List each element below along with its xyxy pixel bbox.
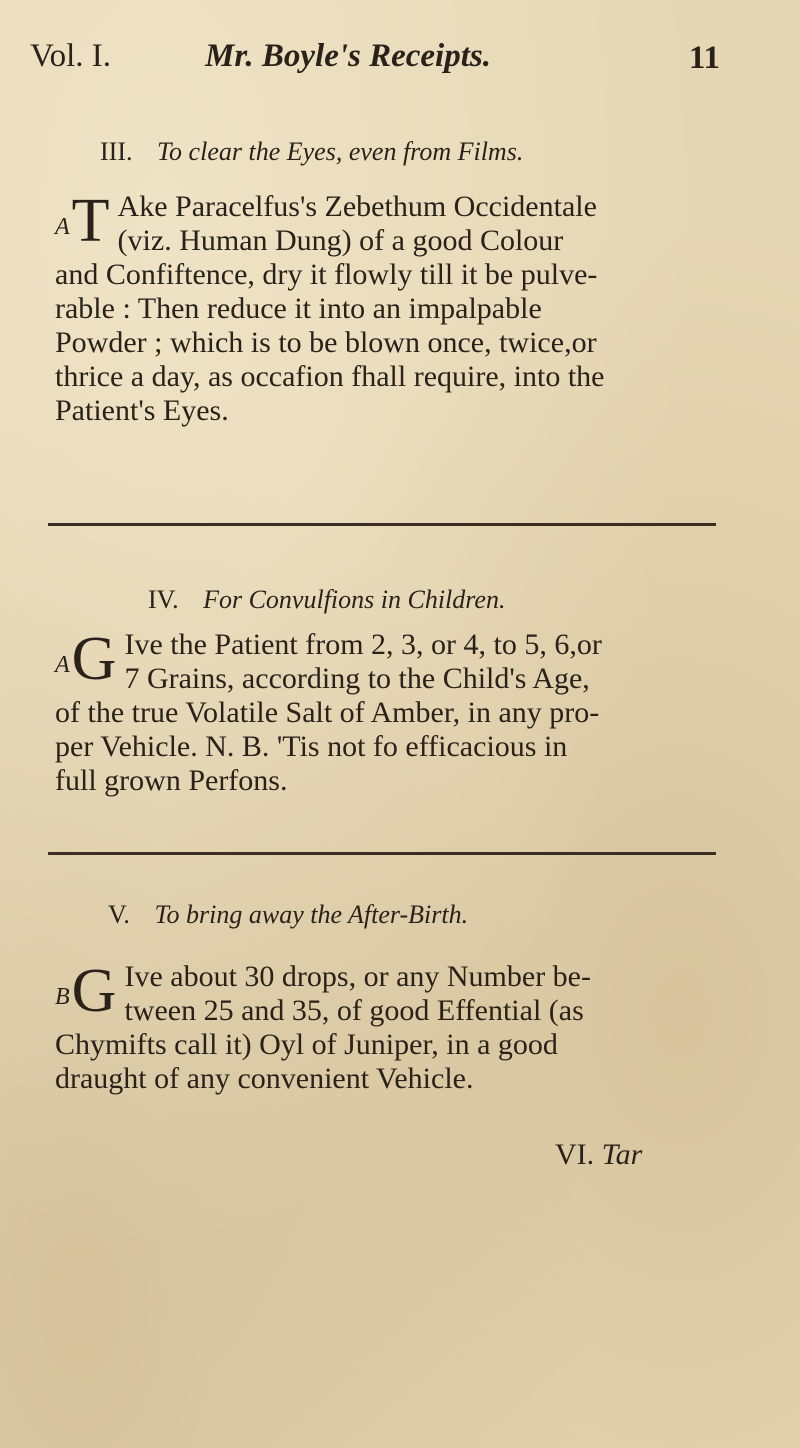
- text-line: tween 25 and 35, of good Effential (as: [124, 994, 584, 1027]
- page-number: 11: [688, 40, 720, 76]
- text-line: full grown Perfons.: [55, 764, 288, 797]
- section-heading-v: [108, 900, 468, 930]
- text-line: Ive about 30 drops, or any Number be-: [124, 960, 591, 993]
- receipt-paragraph-v: [55, 957, 720, 1096]
- text-line: Ake Paracelfus's Zebethum Occidentale: [117, 190, 597, 223]
- text-line: thrice a day, as occafion fhall require, into the: [55, 360, 605, 393]
- receipt-paragraph-iv: [55, 625, 720, 798]
- text-line: Patient's Eyes.: [55, 394, 229, 427]
- catchword-text: Tar: [601, 1138, 643, 1171]
- drop-cap: $^A$T: [55, 187, 110, 255]
- text-line: and Confiftence, dry it flowly till it be pulve-: [55, 258, 598, 291]
- section-title: To bring away the After-Birth.: [154, 900, 469, 929]
- section-divider: [48, 852, 716, 855]
- section-numeral: V.: [108, 900, 130, 929]
- text-line: Powder ; which is to be blown once, twice,or: [55, 326, 597, 359]
- catchword-numeral: VI.: [555, 1138, 595, 1171]
- drop-cap: $^A$G: [55, 625, 117, 693]
- catchword: [555, 1138, 642, 1172]
- section-title: To clear the Eyes, even from Films.: [156, 137, 524, 166]
- section-title: For Convulfions in Children.: [203, 585, 506, 614]
- running-head: [30, 38, 720, 78]
- section-heading-iv: [148, 585, 505, 615]
- receipt-paragraph-iii: [55, 187, 720, 428]
- section-numeral: IV.: [148, 585, 179, 614]
- text-line: 7 Grains, according to the Child's Age,: [124, 662, 590, 695]
- drop-cap: $^B$G: [55, 957, 117, 1025]
- text-line: of the true Volatile Salt of Amber, in any pro-: [55, 696, 600, 729]
- section-divider: [48, 523, 716, 526]
- text-line: Chymifts call it) Oyl of Juniper, in a good: [55, 1028, 558, 1061]
- section-numeral: III.: [100, 137, 133, 166]
- text-line: Ive the Patient from 2, 3, or 4, to 5, 6,or: [124, 628, 602, 661]
- text-line: draught of any convenient Vehicle.: [55, 1062, 474, 1095]
- text-line: (viz. Human Dung) of a good Colour: [117, 224, 564, 257]
- volume-label: Vol. I.: [30, 38, 111, 74]
- section-heading-iii: [100, 137, 523, 167]
- text-line: rable : Then reduce it into an impalpable: [55, 292, 542, 325]
- running-title: Mr. Boyle's Receipts.: [205, 38, 491, 74]
- text-line: per Vehicle. N. B. 'Tis not fo efficacious in: [55, 730, 568, 763]
